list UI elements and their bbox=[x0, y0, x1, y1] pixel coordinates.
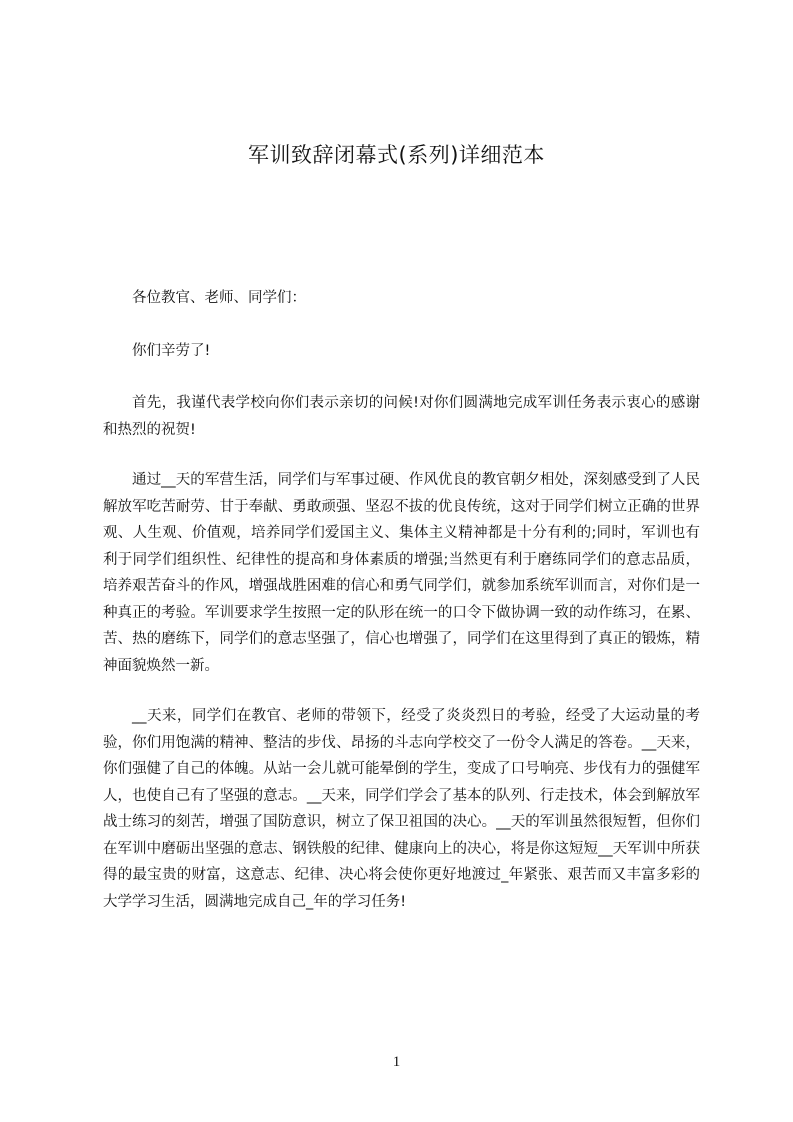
salutation-paragraph: 各位教官、老师、同学们： bbox=[132, 290, 306, 306]
document-body bbox=[103, 285, 700, 939]
greeting-paragraph: 你们辛劳了! bbox=[132, 342, 211, 359]
body-paragraph-2: 通过__天的军营生活，同学们与军事过硬、作风优良的教官朝夕相处，深刻感受到了人民解放军吃苦耐劳、甘于奉献、勇敢顽强、坚忍不拔的优良传统，这对于同学们树立正确的世界观、人生观、价值观，培养同学们爱国主义、集体主义精神都是十分有利的;同时，军训也有利于同学们组织性、纪律性的提高和身体素质的增强;当然更有利于磨练同学们的意志品质，培养艰苦奋斗的作风，增强战胜困难的信心和勇气同学们，就参加系统军训而言，对你们是一种真正的考验。军训要求学生按照一定的队形在统一的口令下做协调一致的动作练习，在累、苦、热的磨练下，同学们的意志坚强了，信心也增强了，同学们在这里得到了真正的锻炼，精神面貌焕然一新。 bbox=[103, 472, 700, 674]
body-paragraph-3: __天来，同学们在教官、老师的带领下，经受了炎炎烈日的考验，经受了大运动量的考验，你们用饱满的精神、整洁的步伐、昂扬的斗志向学校交了一份令人满足的答卷。__天来，你们强健了自己的体魄。从站一会儿就可能晕倒的学生，变成了口号响亮、步伐有力的强健军人，也使自己有了坚强的意志。__天来，同学们学会了基本的队列、行走技术，体会到解放军战士练习的刻苦，增强了国防意识，树立了保卫祖国的决心。__天的军训虽然很短暂，但你们在军训中磨砺出坚强的意志、钢铁般的纪律、健康向上的决心，将是你这短短__天军训中所获得的最宝贵的财富，这意志、纪律、决心将会使你更好地渡过_年紧张、艰苦而又丰富多彩的大学学习生活，圆满地完成自己_年的学习任务! bbox=[103, 708, 700, 910]
page-number: 1 bbox=[392, 1054, 401, 1070]
body-paragraph-1: 首先，我谨代表学校向你们表示亲切的问候!对你们圆满地完成军训任务表示衷心的感谢和热烈的祝贺! bbox=[103, 395, 700, 438]
document-title: 军训致辞闭幕式(系列)详细范本 bbox=[248, 143, 545, 167]
